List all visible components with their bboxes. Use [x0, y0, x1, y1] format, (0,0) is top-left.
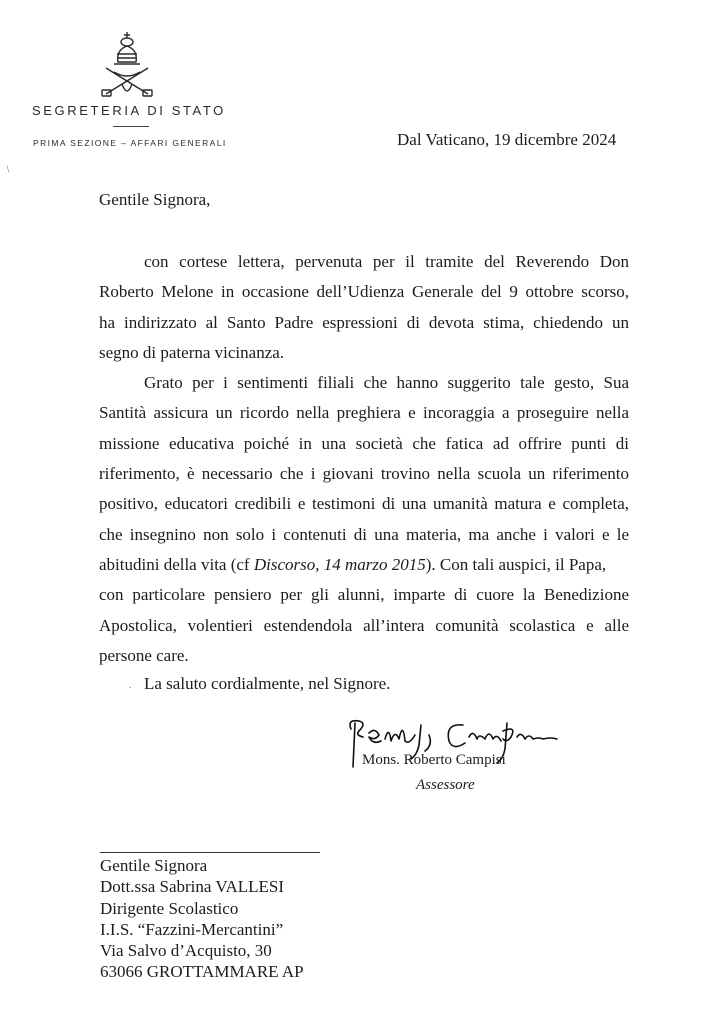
body-line: che insegnino non solo i contenuti di una materia, ma anche i valori e le: [99, 524, 629, 544]
body-line-citation: [99, 550, 629, 580]
body-line: con particolare pensiero per gli alunni, imparte di cuore la Benedizione: [99, 585, 629, 605]
papal-coat-of-arms-icon: [96, 28, 158, 100]
body-line: Apostolica, volentieri estendendola all’intera comunità scolastica e alle: [99, 615, 629, 635]
signer-title: Assessore: [416, 777, 475, 793]
recipient-address: [100, 855, 304, 983]
body-line: Santità assicura un ricordo nella preghiera e incoraggia a proseguire nella: [99, 403, 629, 423]
stray-mark: /: [4, 164, 13, 175]
cite-suffix: ). Con tali auspici, il Papa,: [425, 554, 607, 574]
body-line: con cortese lettera, pervenuta per il tramite del Reverendo Don: [144, 252, 629, 271]
body-line: Roberto Melone in occasione dell’Udienza Generale del 9 ottobre scorso,: [99, 282, 629, 302]
letterhead-divider: [113, 126, 149, 127]
address-line: Dirigente Scolastico: [100, 898, 239, 918]
address-line: 63066 GROTTAMMARE AP: [100, 962, 304, 982]
stray-dot: .: [129, 680, 132, 691]
body-line: positivo, educatori credibili e testimoni di una umanità matura e completa,: [99, 494, 629, 514]
address-line: Via Salvo d’Acquisto, 30: [100, 941, 272, 961]
body-line: persone care.: [99, 645, 189, 665]
letter-date: Dal Vaticano, 19 dicembre 2024: [397, 130, 617, 149]
address-line: Dott.ssa Sabrina VALLESI: [100, 877, 285, 897]
cite-prefix: abitudini della vita (cf: [99, 554, 254, 574]
address-line: I.I.S. “Fazzini-Mercantini”: [100, 919, 284, 939]
office-name: SEGRETERIA DI STATO: [32, 103, 226, 118]
body-line: riferimento, è necessario che i giovani trovino nella scuola un riferimento: [99, 464, 629, 484]
signer-name: Mons. Roberto Campisi: [362, 752, 506, 768]
salutation: Gentile Signora,: [99, 190, 211, 209]
address-line: Gentile Signora: [100, 856, 208, 875]
letter-body: [99, 247, 629, 671]
cite-title: Discorso, 14 marzo 2015: [253, 554, 426, 574]
closing: La saluto cordialmente, nel Signore.: [144, 674, 391, 693]
body-line: segno di paterna vicinanza.: [99, 342, 285, 362]
body-line: Grato per i sentimenti filiali che hanno suggerito tale gesto, Sua: [144, 373, 629, 393]
section-name: PRIMA SEZIONE – AFFARI GENERALI: [33, 138, 227, 148]
address-divider: [100, 852, 320, 853]
body-line: missione educativa poiché in una società che fatica ad offrire punti di: [99, 433, 629, 453]
body-line: ha indirizzato al Santo Padre espressioni di devota stima, chiedendo un: [99, 312, 629, 332]
